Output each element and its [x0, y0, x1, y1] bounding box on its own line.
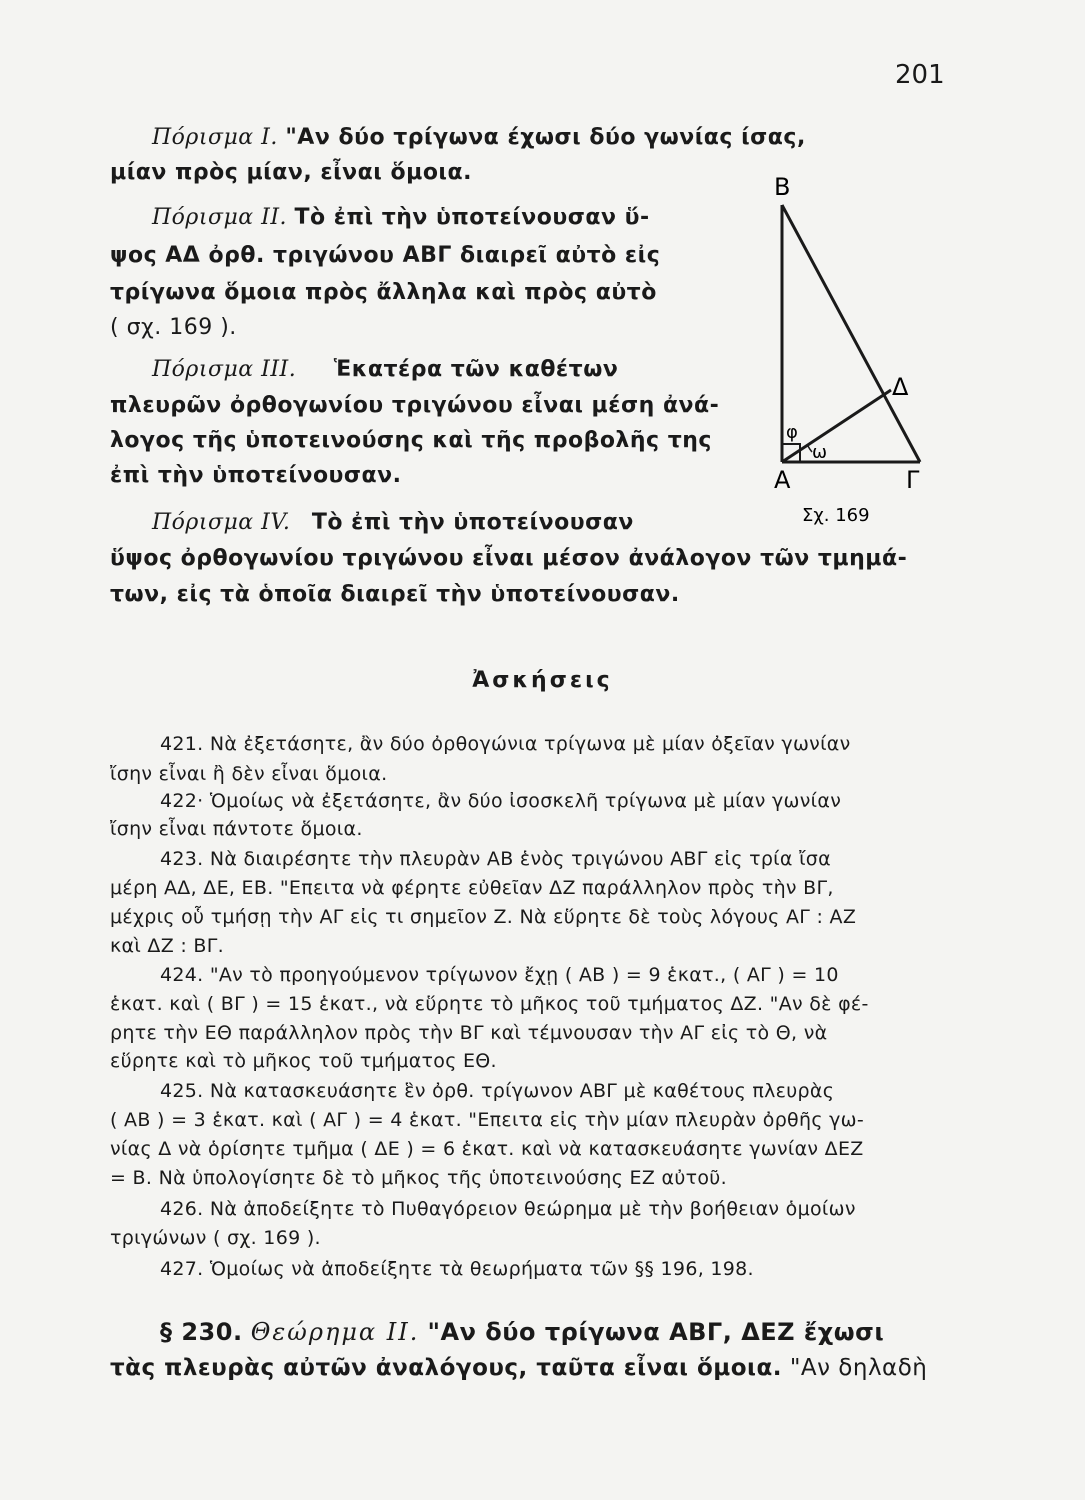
exercise-line: εὕρητε καὶ τὸ μῆκος τοῦ τμήματος ΕΘ. [110, 1050, 497, 1072]
theorem-text: τὰς πλευρὰς αὐτῶν ἀναλόγους, ταῦτα εἶναι ὅμοια. [110, 1355, 783, 1381]
exercise-line: μέρη ΑΔ, ΔΕ, ΕΒ. "Επειτα νὰ φέρητε εὐθεῖαν ΔΖ παράλληλον πρὸς τὴν ΒΓ, [110, 877, 834, 899]
figure-caption: Σχ. 169 [802, 505, 870, 526]
section-number: § 230. [160, 1318, 243, 1346]
porisma-text: ὕψος ὀρθογωνίου τριγώνου εἶναι μέσον ἀνάλογον τῶν τμημά- [110, 546, 908, 571]
exercises-heading: Ἀσκήσεις [472, 668, 613, 693]
exercise-line: 425. Νὰ κατασκευάσητε ἓν ὀρθ. τρίγωνον ΑΒΓ μὲ καθέτους πλευρὰς [160, 1080, 835, 1102]
exercise-line: ρητε τὴν ΕΘ παράλληλον πρὸς τὴν ΒΓ καὶ τέμνουσαν τὴν ΑΓ εἰς τὸ Θ, νὰ [110, 1022, 828, 1044]
theorem-label: Θεώρημα II. [250, 1318, 420, 1346]
theorem-text: "Αν δηλαδὴ [789, 1355, 928, 1381]
porisma-text: ( σχ. 169 ). [110, 315, 237, 340]
exercise-line: μέχρις οὗ τμήσῃ τὴν ΑΓ εἰς τι σημεῖον Ζ. Νὰ εὕρητε δὲ τοὺς λόγους ΑΓ : ΑΖ [110, 906, 857, 928]
porisma-text: των, εἰς τὰ ὁποῖα διαιρεῖ τὴν ὑποτείνουσαν. [110, 582, 680, 607]
porisma-text: τρίγωνα ὅμοια πρὸς ἄλληλα καὶ πρὸς αὐτὸ [110, 280, 657, 305]
exercise-line: ἴσην εἶναι πάντοτε ὅμοια. [110, 818, 363, 840]
exercise-line: καὶ ΔΖ : ΒΓ. [110, 935, 224, 957]
porisma-text: ἐπὶ τὴν ὑποτείνουσαν. [110, 463, 402, 488]
exercise-line: ἴσην εἶναι ἢ δὲν εἶναι ὅμοια. [110, 763, 388, 785]
porisma-text: ψος ΑΔ ὀρθ. τριγώνου ΑΒΓ διαιρεῖ αὐτὸ εἰς [110, 243, 661, 268]
angle-omega-label: ω [812, 442, 828, 463]
porisma-text: πλευρῶν ὀρθογωνίου τριγώνου εἶναι μέση ἀνά- [110, 393, 720, 418]
page-number: 201 [895, 60, 945, 90]
theorem-text: "Αν δύο τρίγωνα ΑΒΓ, ΔΕΖ ἔχωσι [427, 1318, 885, 1346]
side-BG [782, 205, 920, 462]
figure-169 [760, 170, 940, 530]
exercise-line: ἑκατ. καὶ ( ΒΓ ) = 15 ἑκατ., νὰ εὕρητε τὸ μῆκος τοῦ τμήματος ΔΖ. "Αν δὲ φέ- [110, 993, 869, 1015]
vertex-B-label: Β [774, 173, 791, 201]
exercise-line: 421. Νὰ ἐξετάσητε, ἂν δύο ὀρθογώνια τρίγωνα μὲ μίαν ὀξεῖαν γωνίαν [160, 733, 851, 755]
porisma-text: μίαν πρὸς μίαν, εἶναι ὅμοια. [110, 160, 472, 185]
vertex-D-label: Δ [892, 373, 909, 401]
porisma-label: Πόρισμα II. [152, 205, 288, 230]
porisma-label: Πόρισμα I. [152, 125, 278, 150]
porisma-text: λογος τῆς ὑποτεινούσης καὶ τῆς προβολῆς της [110, 428, 712, 453]
exercise-line: 422· Ὁμοίως νὰ ἐξετάσητε, ἂν δύο ἰσοσκελῆ τρίγωνα μὲ μίαν γωνίαν [160, 790, 842, 812]
exercise-line: νίας Δ νὰ ὁρίσητε τμῆμα ( ΔΕ ) = 6 ἑκατ. καὶ νὰ κατασκευάσητε γωνίαν ΔΕΖ [110, 1138, 864, 1160]
exercise-line: = Β. Νὰ ὑπολογίσητε δὲ τὸ μῆκος τῆς ὑποτεινούσης ΕΖ αὐτοῦ. [110, 1167, 727, 1189]
vertex-G-label: Γ [906, 466, 920, 494]
altitude-AD [782, 390, 891, 462]
exercise-line: ( ΑΒ ) = 3 ἑκατ. καὶ ( ΑΓ ) = 4 ἑκατ. "Επειτα εἰς τὴν μίαν πλευρὰν ὀρθῆς γω- [110, 1109, 865, 1131]
angle-phi-label: φ [786, 422, 798, 443]
porisma-label: Πόρισμα IV. [152, 510, 291, 535]
porisma-text: Ἑκατέρα τῶν καθέτων [333, 357, 619, 382]
exercise-line: 424. "Αν τὸ προηγούμενον τρίγωνον ἔχῃ ( ΑΒ ) = 9 ἑκατ., ( ΑΓ ) = 10 [160, 964, 839, 986]
porisma-label: Πόρισμα III. [152, 357, 297, 382]
exercise-line: 423. Νὰ διαιρέσητε τὴν πλευρὰν ΑΒ ἑνὸς τριγώνου ΑΒΓ εἰς τρία ἴσα [160, 848, 831, 870]
exercise-line: 427. Ὁμοίως νὰ ἀποδείξητε τὰ θεωρήματα τῶν §§ 196, 198. [160, 1258, 754, 1280]
porisma-text: Τὸ ἐπὶ τὴν ὑποτείνουσαν [311, 510, 634, 535]
porisma-text: Τὸ ἐπὶ τὴν ὑποτείνουσαν ὕ- [294, 205, 650, 230]
porisma-text: "Αν δύο τρίγωνα έχωσι δύο γωνίας ίσας, [285, 125, 806, 150]
vertex-A-label: Α [774, 466, 791, 494]
exercise-line: τριγώνων ( σχ. 169 ). [110, 1227, 321, 1249]
exercise-line: 426. Νὰ ἀποδείξητε τὸ Πυθαγόρειον θεώρημα μὲ τὴν βοήθειαν ὁμοίων [160, 1198, 856, 1220]
